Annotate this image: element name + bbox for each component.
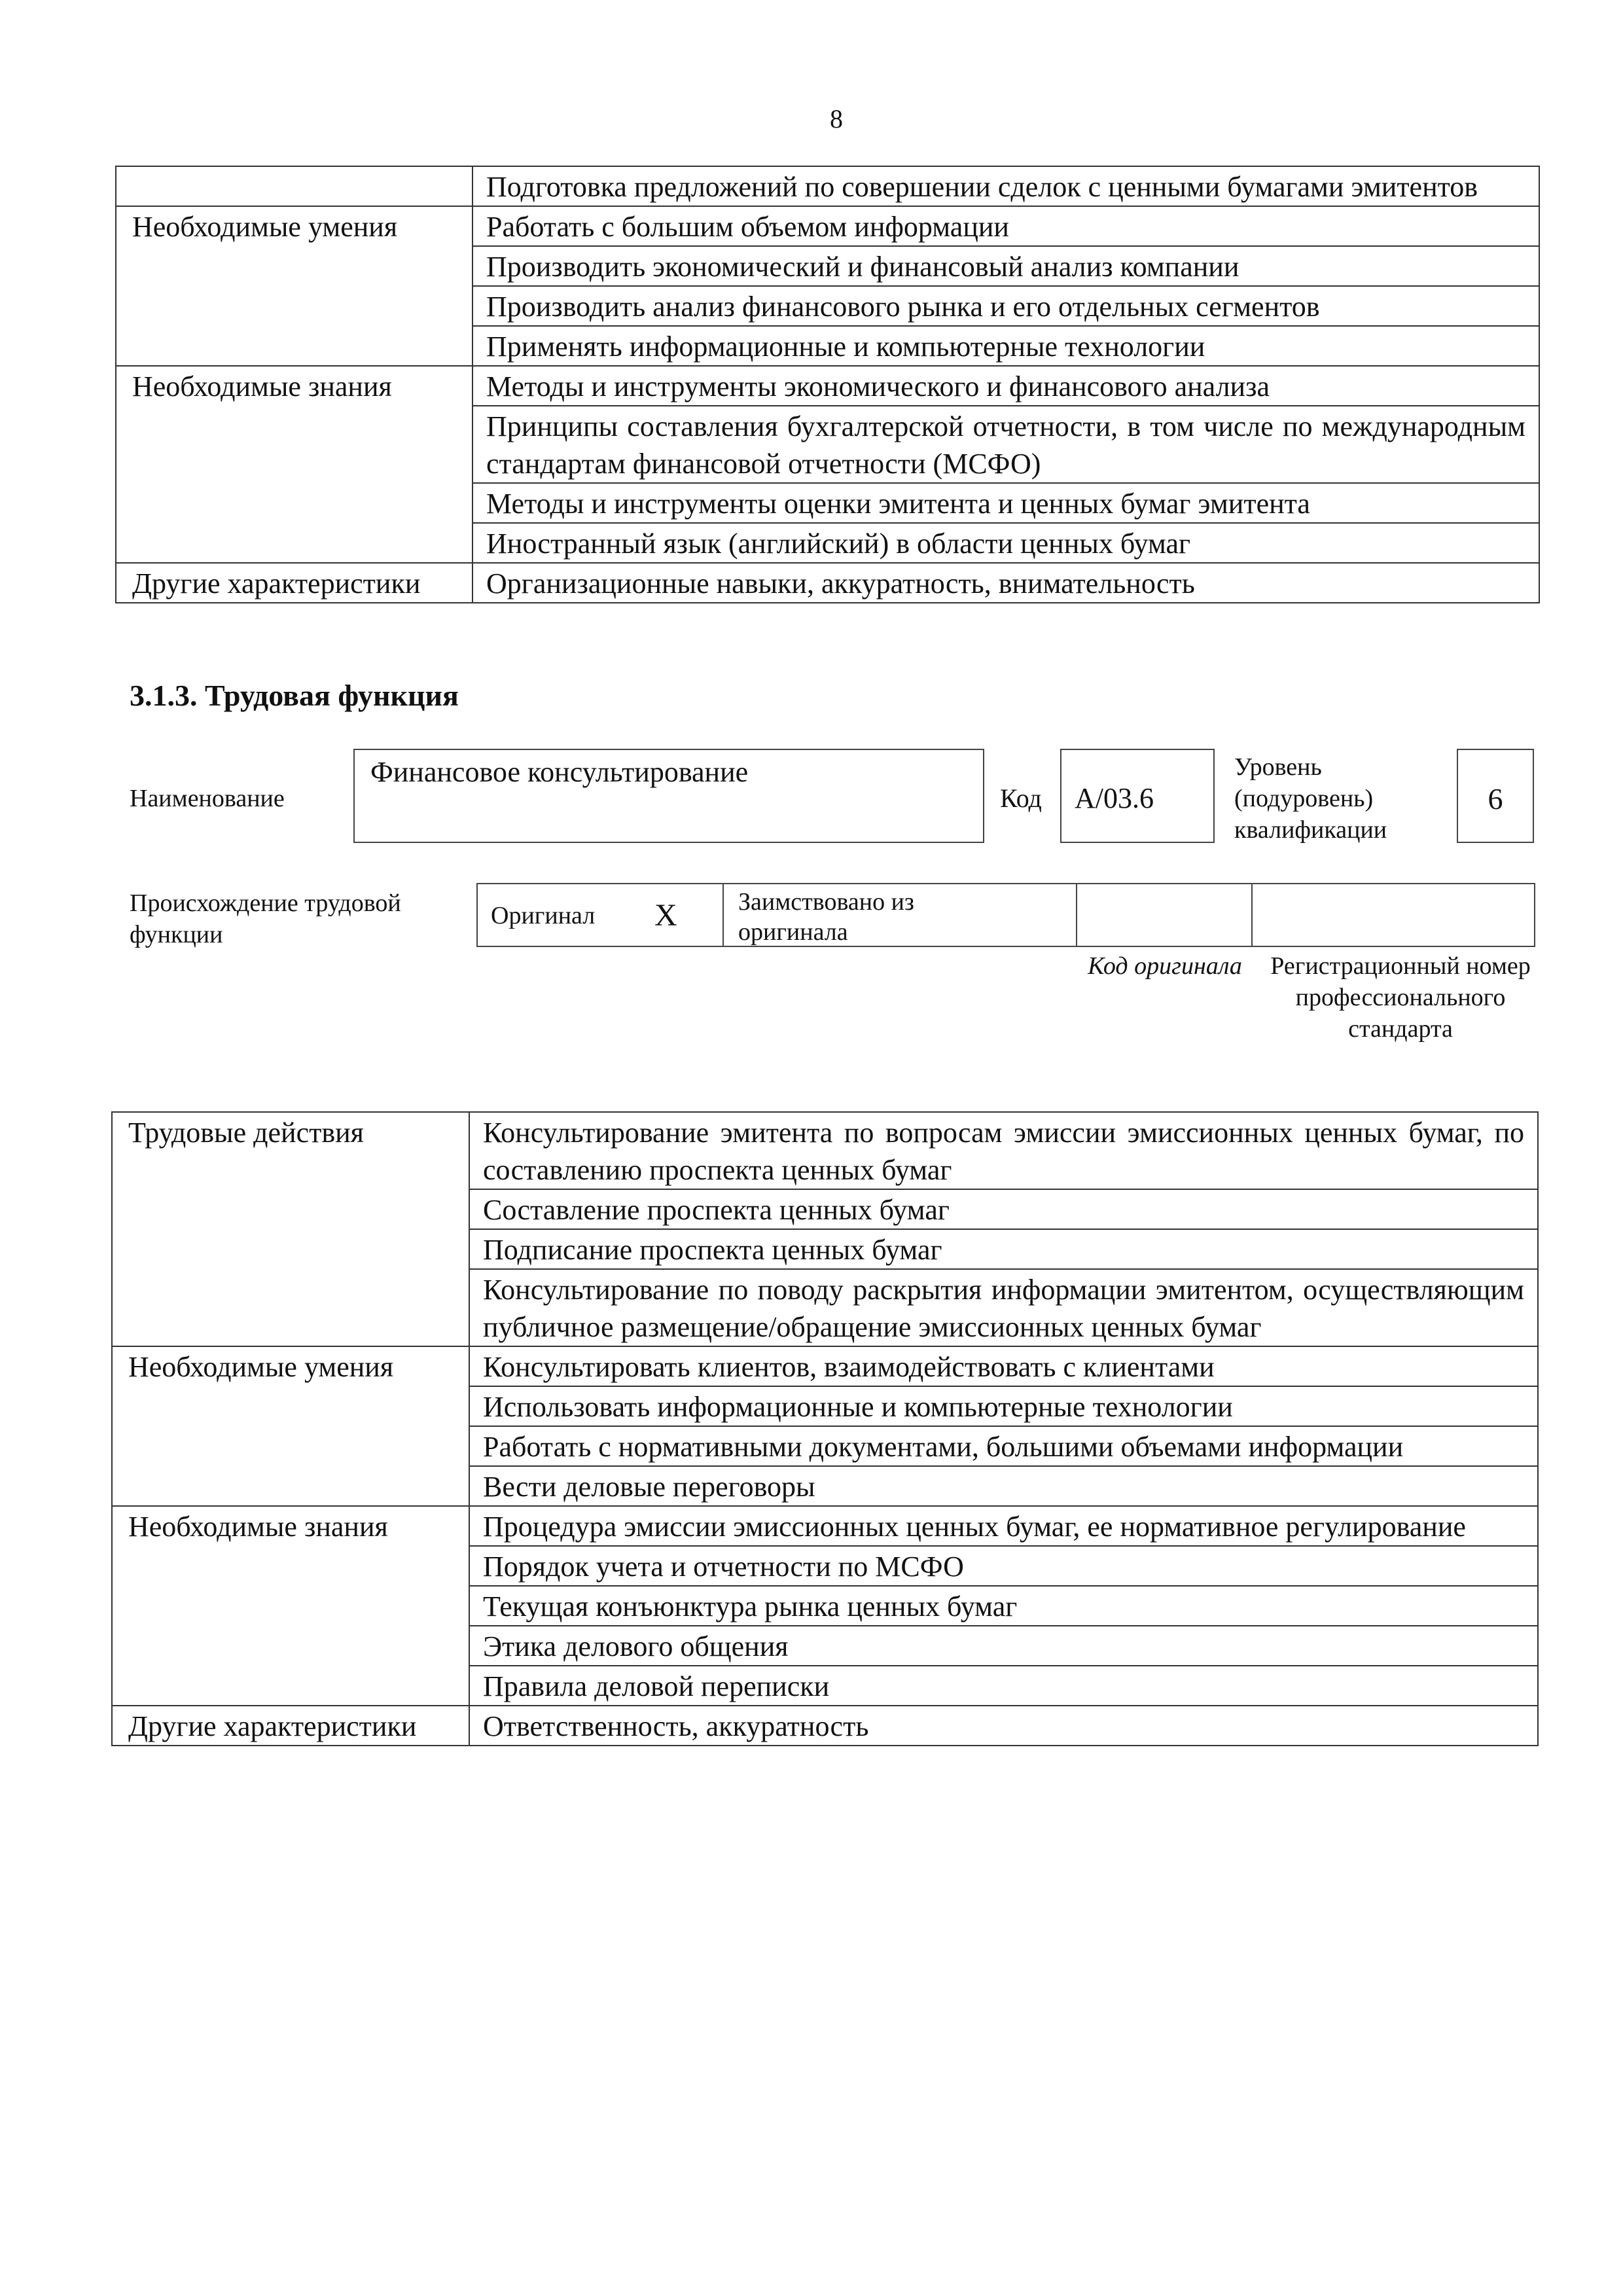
origin-label-text: Происхождение трудовой функции bbox=[130, 889, 401, 948]
row-item: Этика делового общения bbox=[469, 1626, 1538, 1666]
row-label: Другие характеристики bbox=[116, 563, 473, 603]
table-row bbox=[116, 206, 1539, 246]
row-item: Процедура эмиссии эмиссионных ценных бумаг, ее нормативное регулирование bbox=[469, 1506, 1538, 1546]
origin-borrowed-label: Заимствовано из оригинала bbox=[738, 888, 914, 946]
row-item: Применять информационные и компьютерные технологии bbox=[473, 326, 1539, 366]
name-label: Наименование bbox=[130, 785, 285, 812]
row-item: Методы и инструменты оценки эмитента и ценных бумаг эмитента bbox=[473, 483, 1539, 523]
row-item: Подготовка предложений по совершении сделок с ценными бумагами эмитентов bbox=[473, 166, 1539, 206]
row-item: Составление проспекта ценных бумаг bbox=[469, 1189, 1538, 1229]
level-label-text: Уровень (подуровень) квалификации bbox=[1234, 753, 1387, 844]
row-item: Правила деловой переписки bbox=[469, 1666, 1538, 1706]
origin-borrowed-cell bbox=[724, 884, 1077, 946]
origin-label bbox=[130, 888, 470, 950]
page-number: 8 bbox=[830, 104, 843, 134]
table-row bbox=[116, 366, 1539, 406]
row-label: Необходимые умения bbox=[112, 1346, 469, 1506]
name-value: Финансовое консультирование bbox=[370, 756, 749, 788]
row-item: Порядок учета и отчетности по МСФО bbox=[469, 1546, 1538, 1586]
row-item: Производить экономический и финансовый анализ компании bbox=[473, 246, 1539, 286]
table-row bbox=[112, 1706, 1538, 1746]
code-label: Код bbox=[1000, 783, 1042, 813]
table-row bbox=[112, 1346, 1538, 1386]
code-value: A/03.6 bbox=[1075, 782, 1154, 814]
row-item: Ответственность, аккуратность bbox=[469, 1706, 1538, 1746]
row-item: Вести деловые переговоры bbox=[469, 1466, 1538, 1506]
level-field bbox=[1457, 749, 1534, 843]
row-label: Другие характеристики bbox=[112, 1706, 469, 1746]
bottom-competency-table bbox=[111, 1111, 1539, 1746]
row-item: Производить анализ финансового рынка и его отдельных сегментов bbox=[473, 286, 1539, 326]
top-competency-table bbox=[115, 166, 1540, 603]
row-item: Работать с нормативными документами, большими объемами информации bbox=[469, 1426, 1538, 1466]
table-row bbox=[116, 166, 1539, 206]
original-code-caption: Код оригинала bbox=[1088, 952, 1242, 980]
row-item: Текущая конъюнктура рынка ценных бумаг bbox=[469, 1586, 1538, 1626]
row-label: Необходимые знания bbox=[116, 366, 473, 563]
row-item: Консультирование эмитента по вопросам эмиссии эмиссионных ценных бумаг, по составлению проспекта ценных бумаг bbox=[469, 1112, 1538, 1189]
origin-original-cell bbox=[478, 884, 724, 946]
bottom-table-body bbox=[112, 1112, 1538, 1746]
top-table-body bbox=[116, 166, 1539, 603]
row-item: Принципы составления бухгалтерской отчетности, в том числе по международным стандартам финансовой отчетности (МСФО) bbox=[473, 406, 1539, 483]
table-row bbox=[112, 1112, 1538, 1189]
origin-original-label: Оригинал bbox=[491, 902, 596, 929]
row-item: Подписание проспекта ценных бумаг bbox=[469, 1229, 1538, 1269]
name-field bbox=[353, 749, 984, 843]
row-item: Использовать информационные и компьютерные технологии bbox=[469, 1386, 1538, 1426]
row-item: Консультировать клиентов, взаимодействовать с клиентами bbox=[469, 1346, 1538, 1386]
row-item: Консультирование по поводу раскрытия информации эмитентом, осуществляющим публичное размещение/обращение эмиссионных ценных бумаг bbox=[469, 1269, 1538, 1346]
level-label bbox=[1234, 751, 1431, 846]
origin-code-cell bbox=[1077, 884, 1253, 946]
table-row bbox=[112, 1506, 1538, 1546]
level-value: 6 bbox=[1488, 782, 1503, 816]
row-item: Иностранный язык (английский) в области ценных бумаг bbox=[473, 523, 1539, 563]
registration-number-caption: Регистрационный номер профессионального стандарта bbox=[1270, 952, 1531, 1043]
origin-original-mark: X bbox=[654, 898, 677, 933]
row-item: Организационные навыки, аккуратность, внимательность bbox=[473, 563, 1539, 603]
row-label: Трудовые действия bbox=[112, 1112, 469, 1346]
row-label: Необходимые умения bbox=[116, 206, 473, 366]
row-label: Необходимые знания bbox=[112, 1506, 469, 1706]
row-item: Методы и инструменты экономического и финансового анализа bbox=[473, 366, 1539, 406]
code-field bbox=[1060, 749, 1215, 843]
origin-field bbox=[476, 883, 1535, 947]
table-row bbox=[116, 563, 1539, 603]
row-item: Работать с большим объемом информации bbox=[473, 206, 1539, 246]
row-label bbox=[116, 166, 473, 206]
section-heading: 3.1.3. Трудовая функция bbox=[130, 679, 459, 712]
